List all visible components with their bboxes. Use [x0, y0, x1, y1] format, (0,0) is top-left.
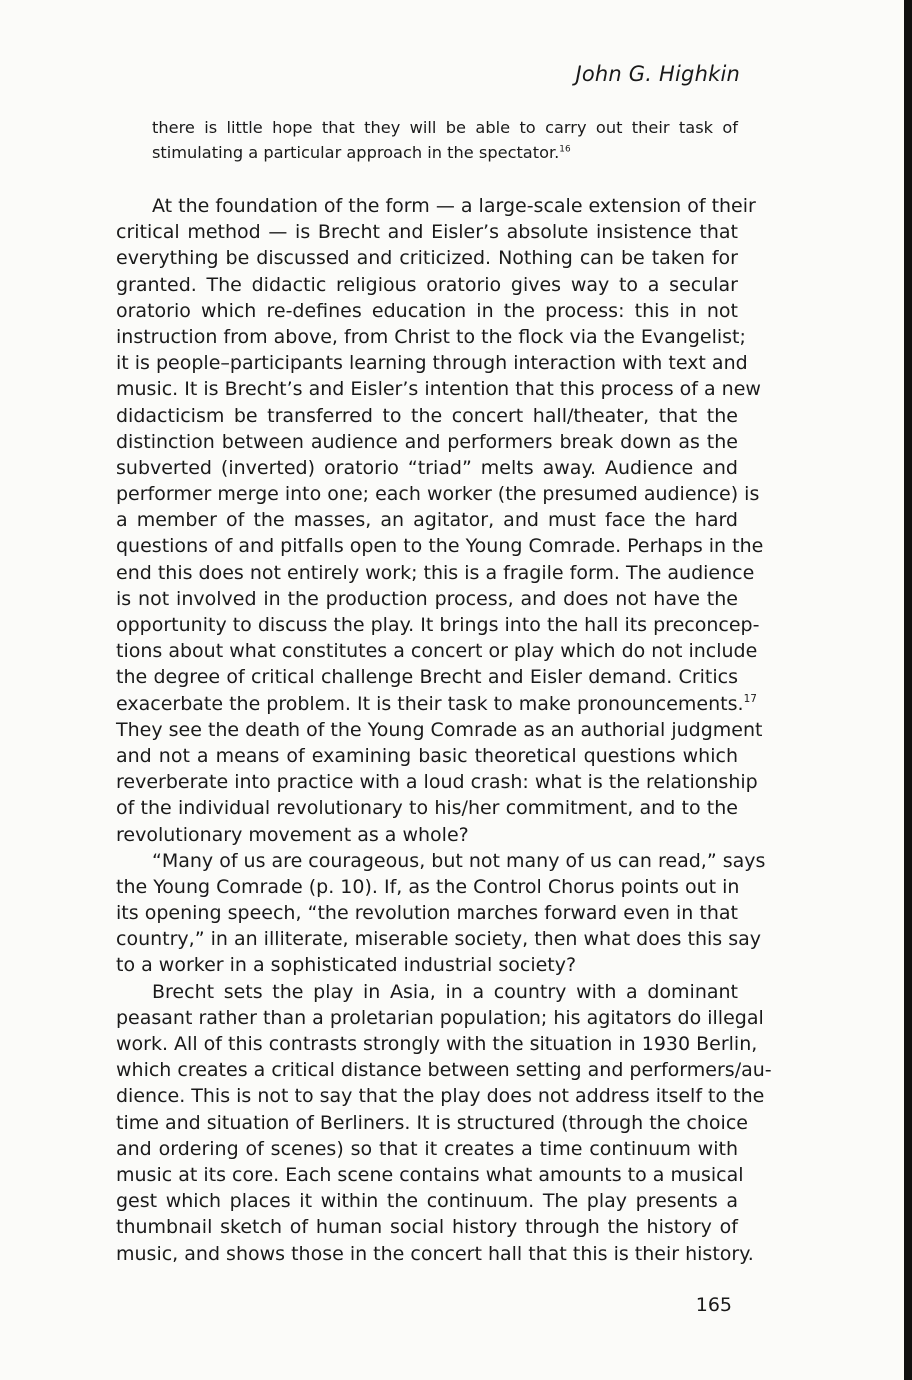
scan-edge [904, 0, 912, 1380]
text-line: of the individual revolutionary to his/her commitment, and to the [116, 797, 738, 820]
text-line: is not involved in the production process, and does not have the [116, 587, 738, 610]
text-line: gest which places it within the continuum. The play presents a [116, 1190, 738, 1213]
quote-line: stimulating a particular approach in the spectator.$^{16}$ [152, 143, 571, 162]
text-line: country,” in an illiterate, miserable society, then what does this say [116, 928, 761, 951]
footnote-ref: 16 [559, 144, 571, 155]
text-line: distinction between audience and performers break down as the [116, 430, 738, 453]
text-line: time and situation of Berliners. It is structured (through the choice [116, 1111, 748, 1134]
quote-line: there is little hope that they will be able to carry out their task of [152, 118, 738, 137]
text-line: opportunity to discuss the play. It brings into the hall its preconcep- [116, 614, 760, 636]
text-line: it is people–participants learning through interaction with text and [116, 352, 748, 375]
text-line: tions about what constitutes a concert or play which do not include [116, 640, 758, 663]
text-line: “Many of us are courageous, but not many of us can read,” says [152, 849, 766, 872]
text-line: the degree of critical challenge Brecht and Eisler demand. Critics [116, 666, 738, 689]
text-line: peasant rather than a proletarian population; his agitators do illegal [116, 1006, 764, 1029]
text-line: subverted (inverted) oratorio “triad” melts away. Audience and [116, 456, 738, 479]
block-quote [152, 115, 738, 165]
page-number: 165 [695, 1294, 732, 1316]
text-line: which creates a critical distance between setting and performers/au- [116, 1059, 772, 1082]
text-line: and ordering of scenes) so that it creates a time continuum with [116, 1137, 738, 1160]
text-line: granted. The didactic religious oratorio gives way to a secular [116, 273, 738, 296]
text-line: They see the death of the Young Comrade as an authorial judgment [116, 718, 763, 741]
text-line: performer merge into one; each worker (the presumed audience) is [116, 483, 760, 506]
text-line: and not a means of examining basic theoretical questions which [116, 744, 738, 767]
text-line: work. All of this contrasts strongly with the situation in 1930 Berlin, [116, 1033, 758, 1055]
text-line: thumbnail sketch of human social history through the history of [116, 1216, 738, 1239]
text-line: reverberate into practice with a loud crash: what is the relationship [116, 771, 758, 794]
running-head: John G. Highkin [575, 62, 740, 86]
text-line: questions of and pitfalls open to the Young Comrade. Perhaps in the [116, 535, 764, 558]
text-line: music. It is Brecht’s and Eisler’s intention that this process of a new [116, 378, 761, 401]
text-line: At the foundation of the form — a large-scale extension of their [152, 195, 756, 217]
text-line: music, and shows those in the concert hall that this is their history. [116, 1242, 754, 1265]
paragraph-1 [116, 193, 772, 1267]
text-line: its opening speech, “the revolution marches forward even in that [116, 902, 738, 925]
text-line: end this does not entirely work; this is a fragile form. The audience [116, 561, 755, 584]
text-line: everything be discussed and criticized. Nothing can be taken for [116, 247, 738, 270]
text-line: critical method — is Brecht and Eisler’s absolute insistence that [116, 221, 738, 244]
text-line: to a worker in a sophisticated industrial society? [116, 954, 577, 977]
text-line: oratorio which re-defines education in the process: this in not [116, 299, 738, 322]
text-line: music at its core. Each scene contains what amounts to a musical [116, 1163, 744, 1186]
text-line: a member of the masses, an agitator, and must face the hard [116, 509, 738, 532]
text-line: instruction from above, from Christ to the flock via the Evangelist; [116, 325, 746, 348]
text-line: Brecht sets the play in Asia, in a country with a dominant [152, 980, 738, 1003]
text-line: didacticism be transferred to the concert hall/theater, that the [116, 404, 738, 427]
text-line: the Young Comrade (p. 10). If, as the Control Chorus points out in [116, 875, 740, 898]
text-line: exacerbate the problem. It is their task to make pronouncements.$^{17}$ [116, 692, 757, 715]
text-line: dience. This is not to say that the play does not address itself to the [116, 1085, 765, 1108]
footnote-ref: 17 [743, 692, 757, 705]
text-line: revolutionary movement as a whole? [116, 823, 469, 846]
